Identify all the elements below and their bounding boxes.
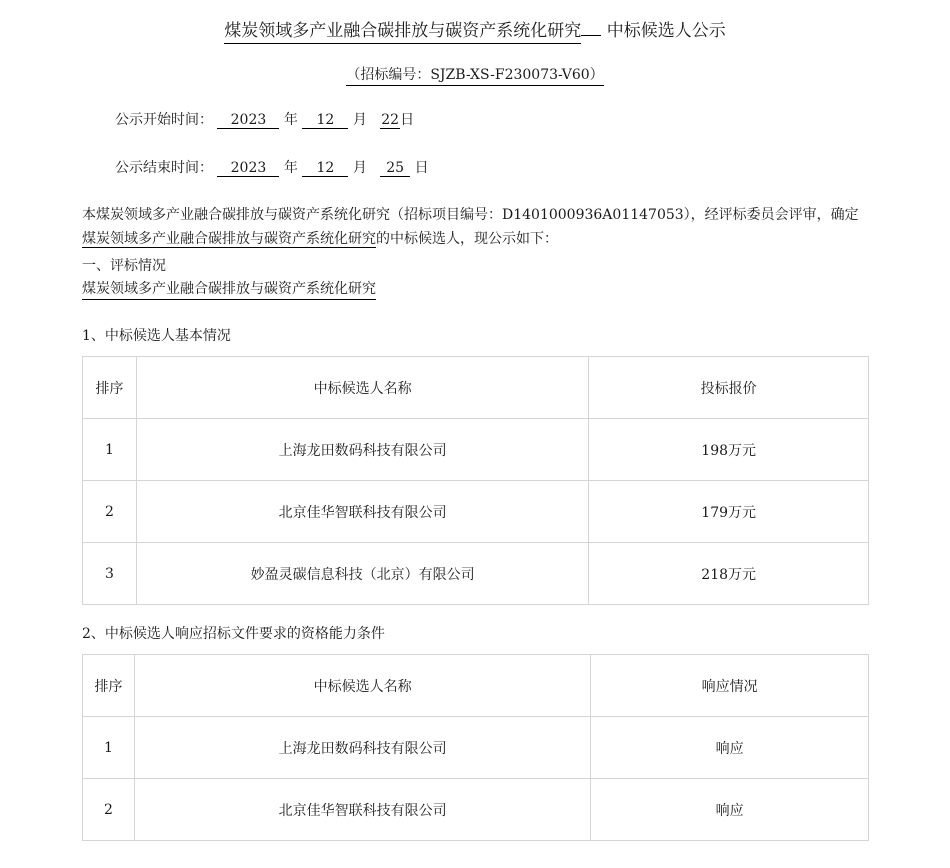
rank-cell: 2 <box>83 779 135 841</box>
rank-cell: 1 <box>83 419 137 481</box>
response-cell: 响应 <box>591 717 869 779</box>
month-unit: 月 <box>352 160 367 176</box>
table-header-row <box>83 357 869 419</box>
section-heading: 一、评标情况 <box>82 258 166 274</box>
section-project-name <box>82 278 376 298</box>
column-header: 排序 <box>83 655 135 717</box>
tender-number-text: （招标编号：SJZB-XS-F230073-V60） <box>346 67 603 86</box>
price-cell: 218万元 <box>589 543 869 605</box>
rank-cell: 2 <box>83 481 137 543</box>
tender-number <box>0 64 950 84</box>
company-cell: 北京佳华智联科技有限公司 <box>134 779 590 841</box>
intro-paragraph <box>82 203 872 251</box>
day-unit: 日 <box>414 160 429 176</box>
price-cell: 179万元 <box>589 481 869 543</box>
title-gap <box>581 25 601 36</box>
rank-cell: 3 <box>83 543 137 605</box>
company-cell: 北京佳华智联科技有限公司 <box>136 481 588 543</box>
table-header-row <box>83 655 869 717</box>
end-year: 2023 <box>217 160 279 177</box>
end-day: 25 <box>380 160 410 177</box>
month-unit: 月 <box>352 112 367 128</box>
column-header: 中标候选人名称 <box>134 655 590 717</box>
table-row <box>83 717 869 779</box>
table-row <box>83 481 869 543</box>
candidates-price-table <box>82 356 869 605</box>
start-month: 12 <box>302 112 348 129</box>
table-row <box>83 419 869 481</box>
title-project-name: 煤炭领域多产业融合碳排放与碳资产系统化研究 <box>224 21 581 44</box>
table-row <box>83 779 869 841</box>
company-cell: 上海龙田数码科技有限公司 <box>134 717 590 779</box>
response-cell: 响应 <box>591 779 869 841</box>
year-unit: 年 <box>283 112 298 128</box>
end-month: 12 <box>302 160 348 177</box>
column-header: 中标候选人名称 <box>136 357 588 419</box>
start-date-label: 公示开始时间： <box>115 112 213 128</box>
intro-project-name: 煤炭领域多产业融合碳排放与碳资产系统化研究 <box>96 207 390 223</box>
end-date-label: 公示结束时间： <box>115 160 213 176</box>
section-project-name-text: 煤炭领域多产业融合碳排放与碳资产系统化研究 <box>82 281 376 300</box>
intro-text: （招标项目编号：D1401000936A01147053），经评标委员会评审，确定 <box>390 207 859 223</box>
start-day: 22 <box>381 112 400 128</box>
end-date-row <box>115 157 429 177</box>
start-year: 2023 <box>217 112 279 129</box>
intro-text: 本 <box>82 207 96 223</box>
company-cell: 上海龙田数码科技有限公司 <box>136 419 588 481</box>
page-title <box>0 16 950 41</box>
table2-caption: 2、中标候选人响应招标文件要求的资格能力条件 <box>82 626 385 642</box>
column-header: 响应情况 <box>591 655 869 717</box>
column-header: 投标报价 <box>589 357 869 419</box>
table1-caption: 1、中标候选人基本情况 <box>82 328 231 344</box>
rank-cell: 1 <box>83 717 135 779</box>
title-suffix: 中标候选人公示 <box>606 21 726 41</box>
intro-text: 的中标候选人，现公示如下： <box>376 231 558 247</box>
column-header: 排序 <box>83 357 137 419</box>
table-row <box>83 543 869 605</box>
company-cell: 妙盈灵碳信息科技（北京）有限公司 <box>136 543 588 605</box>
intro-project-name-underlined: 煤炭领域多产业融合碳排放与碳资产系统化研究 <box>82 231 376 247</box>
day-unit: 日 <box>400 112 415 128</box>
start-date-row <box>115 109 414 129</box>
year-unit: 年 <box>283 160 298 176</box>
price-cell: 198万元 <box>589 419 869 481</box>
candidates-qualification-table <box>82 654 869 841</box>
